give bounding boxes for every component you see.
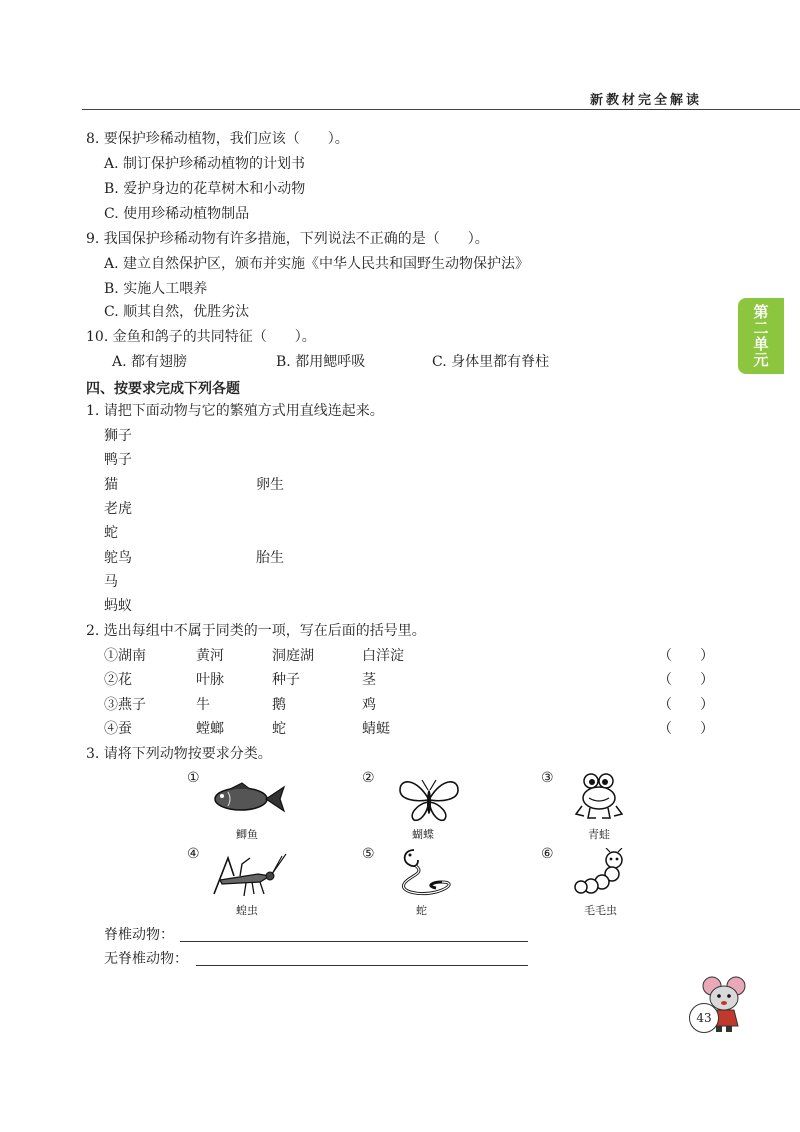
p2-row1-answer-blank[interactable]: （ ） [658, 648, 714, 664]
vertebrate-label: 脊椎动物： [104, 927, 174, 943]
caterpillar-icon [574, 848, 630, 896]
p1-animal-snake: 蛇 [104, 525, 118, 541]
p2-row4-answer-blank[interactable]: （ ） [658, 721, 714, 737]
p1-animal-tiger: 老虎 [104, 501, 132, 517]
p3-item1-number: ① [187, 770, 200, 786]
p3-item6-number: ⑥ [541, 846, 554, 862]
butterfly-icon [396, 776, 462, 824]
section-4-title: 四、按要求完成下列各题 [86, 381, 240, 397]
q9-option-c: C. 顺其自然，优胜劣汰 [104, 304, 250, 320]
unit-side-tab [738, 298, 784, 374]
p3-item4-number: ④ [187, 846, 200, 862]
p1-animal-horse: 马 [104, 574, 118, 590]
p1-animal-lion: 狮子 [104, 428, 132, 444]
p2-row3-answer-blank[interactable]: （ ） [658, 697, 714, 713]
fish-icon [208, 782, 286, 816]
p2-row1-item2: 黄河 [196, 648, 224, 664]
q8-option-b: B. 爱护身边的花草树木和小动物 [104, 181, 306, 197]
p1-animal-duck: 鸭子 [104, 452, 132, 468]
q10-option-a: A. 都有翅膀 [112, 354, 188, 370]
p1-method-viviparous: 胎生 [256, 550, 284, 566]
p1-animal-cat: 猫 [104, 477, 118, 493]
p2-row3-item2: 牛 [196, 697, 210, 713]
q8-stem: 8. 要保护珍稀动植物，我们应该（ ）。 [86, 131, 349, 147]
invertebrate-label: 无脊椎动物： [104, 951, 188, 967]
p3-item5-number: ⑤ [362, 846, 375, 862]
q10-stem: 10. 金鱼和鸽子的共同特征（ ）。 [86, 329, 316, 345]
p3-item3-label: 青蛙 [588, 828, 610, 841]
q9-stem: 9. 我国保护珍稀动物有许多措施，下列说法不正确的是（ ）。 [86, 231, 489, 247]
q10-option-b: B. 都用鳃呼吸 [276, 354, 366, 370]
p3-stem: 3. 请将下列动物按要求分类。 [86, 746, 272, 762]
header-title: 新教材完全解读 [590, 93, 703, 108]
p2-row2-item2: 叶脉 [196, 672, 224, 688]
p1-method-oviparous: 卵生 [256, 477, 284, 493]
q8-option-a: A. 制订保护珍稀动植物的计划书 [104, 156, 306, 172]
p2-stem: 2. 选出每组中不属于同类的一项，写在后面的括号里。 [86, 623, 426, 639]
p2-row1-item3: 洞庭湖 [272, 648, 314, 664]
p2-row2-item1: ②花 [104, 672, 132, 688]
p3-item5-label: 蛇 [416, 904, 427, 917]
q9-option-a: A. 建立自然保护区，颁布并实施《中华人民共和国野生动物保护法》 [104, 256, 530, 272]
snake-icon [396, 846, 456, 898]
q10-option-c: C. 身体里都有脊柱 [432, 354, 550, 370]
p3-item2-label: 蝴蝶 [412, 828, 434, 841]
p3-item3-number: ③ [541, 770, 554, 786]
p2-row4-item1: ④蚕 [104, 721, 132, 737]
p3-item1-label: 鲫鱼 [236, 828, 258, 841]
p2-row2-answer-blank[interactable]: （ ） [658, 672, 714, 688]
p2-row3-item3: 鹅 [272, 697, 286, 713]
unit-side-tab-label: 第二单元 [751, 304, 770, 368]
p1-animal-ant: 蚂蚁 [104, 598, 132, 614]
p2-row2-item3: 种子 [272, 672, 300, 688]
p1-stem: 1. 请把下面动物与它的繁殖方式用直线连起来。 [86, 403, 384, 419]
p2-row4-item4: 蜻蜓 [362, 721, 390, 737]
p2-row1-item4: 白洋淀 [362, 648, 404, 664]
p3-item4-label: 蝗虫 [236, 904, 258, 917]
p2-row3-item1: ③燕子 [104, 697, 146, 713]
frog-icon [574, 772, 624, 822]
p2-row4-item2: 螳螂 [196, 721, 224, 737]
p2-row1-item1: ①湖南 [104, 648, 146, 664]
grasshopper-icon [210, 852, 288, 898]
q9-option-b: B. 实施人工喂养 [104, 281, 208, 297]
p1-animal-ostrich: 鸵鸟 [104, 550, 132, 566]
header-rule [82, 109, 800, 110]
page-number: 43 [689, 1003, 719, 1033]
invertebrate-answer-line[interactable] [196, 965, 528, 966]
p2-row2-item4: 茎 [362, 672, 376, 688]
p3-item6-label: 毛毛虫 [584, 904, 617, 917]
vertebrate-answer-line[interactable] [180, 941, 528, 942]
q8-option-c: C. 使用珍稀动植物制品 [104, 206, 250, 222]
p2-row4-item3: 蛇 [272, 721, 286, 737]
p2-row3-item4: 鸡 [362, 697, 376, 713]
p3-item2-number: ② [362, 770, 375, 786]
